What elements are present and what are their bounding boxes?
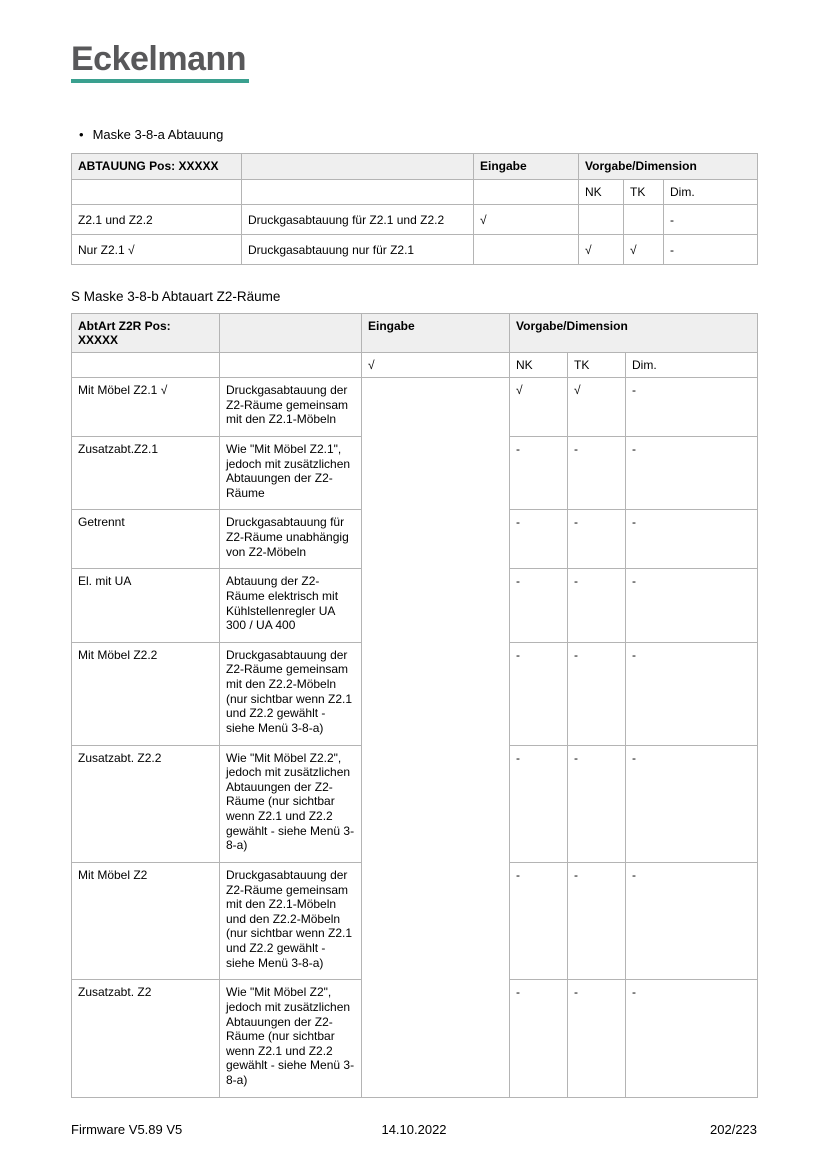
- bullet-marker: •: [79, 127, 84, 142]
- row-description-cell: Wie "Mit Möbel Z2.1", jedoch mit zusätzlichen Abtauungen der Z2-Räume: [220, 436, 362, 510]
- table-abtauung: [71, 153, 758, 265]
- nk-header-cell: NK: [579, 180, 624, 205]
- dim-value-cell: -: [626, 862, 758, 979]
- subheader-empty-cell: [242, 180, 474, 205]
- eingabe-value-cell: [474, 235, 579, 265]
- row-description-cell: Druckgasabtauung nur für Z2.1: [242, 235, 474, 265]
- table-subheader-row: [72, 180, 758, 205]
- table-title-cell: AbtArt Z2R Pos: XXXXX: [72, 314, 220, 353]
- row-label-cell: Mit Möbel Z2.2: [72, 642, 220, 745]
- dim-header-cell: Dim.: [626, 353, 758, 378]
- row-description-cell: Wie "Mit Möbel Z2", jedoch mit zusätzlichen Abtauungen der Z2-Räume (nur sichtbar wenn Z2.1 und Z2.2 gewählt - siehe Menü 3-8-a): [220, 980, 362, 1097]
- row-label-cell: Mit Möbel Z2: [72, 862, 220, 979]
- tk-header-cell: TK: [568, 353, 626, 378]
- dim-value-cell: -: [626, 745, 758, 862]
- table-header-row: [72, 154, 758, 180]
- table-row: [72, 378, 758, 437]
- row-label-cell: Zusatzabt. Z2.2: [72, 745, 220, 862]
- row-label-cell: Nur Z2.1 √: [72, 235, 242, 265]
- row-label-cell: Z2.1 und Z2.2: [72, 205, 242, 235]
- dim-value-cell: -: [664, 235, 758, 265]
- section2-heading: S Maske 3-8-b Abtauart Z2-Räume: [71, 289, 281, 304]
- nk-value-cell: √: [579, 235, 624, 265]
- tk-value-cell: -: [568, 436, 626, 510]
- tk-value-cell: -: [568, 980, 626, 1097]
- logo: [71, 42, 249, 83]
- nk-value-cell: -: [510, 436, 568, 510]
- footer-firmware-version: Firmware V5.89 V5: [71, 1122, 183, 1137]
- row-description-cell: Wie "Mit Möbel Z2.2", jedoch mit zusätzlichen Abtauungen der Z2-Räume (nur sichtbar wenn Z2.1 und Z2.2 gewählt - siehe Menü 3-8-a): [220, 745, 362, 862]
- table-title-cell: ABTAUUNG Pos: XXXXX: [72, 154, 242, 180]
- nk-value-cell: √: [510, 378, 568, 437]
- eingabe-value-cell: [362, 378, 510, 1098]
- nk-value-cell: -: [510, 862, 568, 979]
- footer-date: 14.10.2022: [381, 1122, 447, 1137]
- eingabe-header-cell: Eingabe: [474, 154, 579, 180]
- footer-page-number: 202/223: [710, 1122, 758, 1137]
- tk-value-cell: √: [568, 378, 626, 437]
- nk-value-cell: -: [510, 569, 568, 643]
- row-description-cell: Druckgasabtauung für Z2.1 und Z2.2: [242, 205, 474, 235]
- dim-value-cell: -: [626, 642, 758, 745]
- section1-heading-text: Maske 3-8-a Abtauung: [92, 127, 224, 142]
- dim-value-cell: -: [626, 980, 758, 1097]
- dim-value-cell: -: [664, 205, 758, 235]
- tk-value-cell: -: [568, 569, 626, 643]
- subheader-empty-cell: [72, 353, 220, 378]
- table-header-row: [72, 314, 758, 353]
- table-abtauart-z2-raeume: [71, 313, 758, 1098]
- nk-value-cell: -: [510, 745, 568, 862]
- row-label-cell: Zusatzabt.Z2.1: [72, 436, 220, 510]
- subheader-empty-cell: [220, 353, 362, 378]
- eingabe-value-cell: √: [474, 205, 579, 235]
- tk-value-cell: -: [568, 862, 626, 979]
- header-empty-cell: [242, 154, 474, 180]
- subheader-empty-cell: [474, 180, 579, 205]
- tk-header-cell: TK: [624, 180, 664, 205]
- row-description-cell: Abtauung der Z2-Räume elektrisch mit Kühlstellenregler UA 300 / UA 400: [220, 569, 362, 643]
- row-label-cell: Mit Möbel Z2.1 √: [72, 378, 220, 437]
- eingabe-header-cell: Eingabe: [362, 314, 510, 353]
- row-label-cell: Getrennt: [72, 510, 220, 569]
- row-description-cell: Druckgasabtauung der Z2-Räume gemeinsam mit den Z2.1-Möbeln und den Z2.2-Möbeln (nur sichtbar wenn Z2.1 und Z2.2 gewählt - siehe Menü 3-8-a): [220, 862, 362, 979]
- row-label-cell: El. mit UA: [72, 569, 220, 643]
- subheader-empty-cell: [72, 180, 242, 205]
- table-subheader-row: [72, 353, 758, 378]
- tk-value-cell: -: [568, 642, 626, 745]
- page-footer: [71, 1122, 757, 1137]
- vorgabe-header-cell: Vorgabe/Dimension: [579, 154, 758, 180]
- tk-value-cell: [624, 205, 664, 235]
- logo-underline: [71, 79, 249, 83]
- nk-value-cell: -: [510, 642, 568, 745]
- tk-value-cell: -: [568, 745, 626, 862]
- table-row: [72, 205, 758, 235]
- eingabe-check-cell: √: [362, 353, 510, 378]
- tk-value-cell: √: [624, 235, 664, 265]
- logo-wordmark: Eckelmann: [71, 40, 247, 78]
- dim-value-cell: -: [626, 569, 758, 643]
- nk-header-cell: NK: [510, 353, 568, 378]
- dim-value-cell: -: [626, 510, 758, 569]
- row-description-cell: Druckgasabtauung der Z2-Räume gemeinsam mit den Z2.1-Möbeln: [220, 378, 362, 437]
- nk-value-cell: -: [510, 510, 568, 569]
- nk-value-cell: -: [510, 980, 568, 1097]
- section1-heading: [79, 127, 827, 142]
- vorgabe-header-cell: Vorgabe/Dimension: [510, 314, 758, 353]
- nk-value-cell: [579, 205, 624, 235]
- dim-header-cell: Dim.: [664, 180, 758, 205]
- header-empty-cell: [220, 314, 362, 353]
- dim-value-cell: -: [626, 436, 758, 510]
- row-description-cell: Druckgasabtauung für Z2-Räume unabhängig von Z2-Möbeln: [220, 510, 362, 569]
- tk-value-cell: -: [568, 510, 626, 569]
- row-label-cell: Zusatzabt. Z2: [72, 980, 220, 1097]
- dim-value-cell: -: [626, 378, 758, 437]
- row-description-cell: Druckgasabtauung der Z2-Räume gemeinsam mit den Z2.2-Möbeln (nur sichtbar wenn Z2.1 und Z2.2 gewählt - siehe Menü 3-8-a): [220, 642, 362, 745]
- table-row: [72, 235, 758, 265]
